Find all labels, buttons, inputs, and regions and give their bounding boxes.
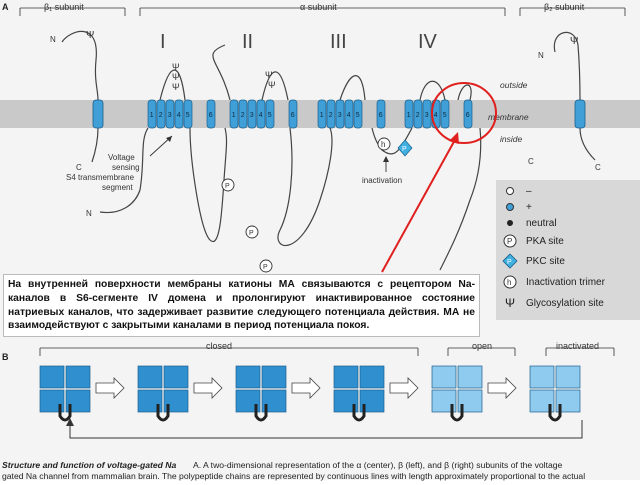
glyco-icon-4: Ψ	[265, 70, 273, 80]
alpha-c-label: C	[528, 157, 534, 166]
h-symbol: h	[381, 140, 386, 149]
red-arrow-line	[382, 138, 456, 272]
beta1-c-label: C	[76, 163, 82, 172]
state-1-gate	[60, 404, 70, 420]
glycosylation-icon: Ψ	[504, 296, 516, 310]
segment-number-d1-s5: 5	[185, 112, 190, 119]
domain-I-label: I	[160, 31, 166, 53]
negative-charge-icon	[502, 185, 518, 197]
segment-number-d1-s4: 4	[176, 112, 181, 119]
segment-number-d3-s1: 1	[319, 112, 324, 119]
segment-number-d4-s1: 1	[406, 112, 411, 119]
segment-number-d4-s2: 2	[415, 112, 420, 119]
pkc-site-icon	[502, 255, 518, 267]
state-1-block-2	[66, 366, 90, 388]
legend-label-inactivation: Inactivation trimer	[526, 276, 605, 288]
caption	[2, 460, 638, 481]
pka-sites	[222, 179, 272, 272]
beta2-title: β₂ subunit	[544, 2, 585, 12]
segment-number-d1-s1: 1	[149, 112, 154, 119]
domain-III-label: III	[330, 31, 347, 53]
inactivation-annotation	[362, 138, 412, 185]
state-2-gate	[158, 404, 168, 420]
alpha-title: α subunit	[300, 2, 337, 12]
legend-item-pka	[502, 235, 564, 247]
svg-text:h: h	[507, 278, 512, 287]
beta2-glyco-icon: Ψ	[570, 36, 579, 47]
positive-charge-icon	[502, 201, 518, 213]
legend-item-positive	[502, 201, 532, 213]
segment-number-d2-s3: 3	[249, 112, 254, 119]
legend-item-neutral	[502, 217, 557, 229]
transition-arrow-2	[194, 378, 222, 398]
segment-number-d2-s6: 6	[290, 112, 295, 119]
pkc-p-symbol: P	[402, 146, 407, 153]
inactivated-label: inactivated	[556, 341, 600, 351]
legend-label-neutral: neutral	[526, 217, 557, 229]
return-arrow	[70, 420, 582, 438]
state-2-block-2	[164, 366, 188, 388]
beta1-n-label: N	[50, 35, 56, 44]
panel-a-label: A	[2, 2, 9, 12]
transition-arrow-5	[488, 378, 516, 398]
outside-label: outside	[500, 80, 528, 90]
segment-number-d1-s6: 6	[208, 112, 213, 119]
legend-item-negative	[502, 185, 532, 197]
segment-number-d4-s5: 5	[442, 112, 447, 119]
segment-number-d2-s1: 1	[231, 112, 236, 119]
segment-number-d3-s2: 2	[328, 112, 333, 119]
legend-label-negative: –	[526, 185, 532, 197]
segment-number-d3-s5: 5	[355, 112, 360, 119]
transition-arrow-1	[96, 378, 124, 398]
channel-states	[40, 366, 580, 420]
legend-label-pka: PKA site	[526, 235, 564, 247]
segment-number-d4-s3: 3	[424, 112, 429, 119]
state-6-block-1	[530, 366, 554, 388]
transition-arrow-3	[292, 378, 320, 398]
segment-number-d4-s4: 4	[433, 112, 438, 119]
state-2-block-1	[138, 366, 162, 388]
glyco-icon-2: Ψ	[172, 72, 180, 82]
legend-label-glyco: Glycosylation site	[526, 297, 604, 309]
state-1-block-1	[40, 366, 64, 388]
svg-text:P: P	[507, 237, 513, 246]
s4-line-1: Voltage	[108, 153, 135, 162]
alpha-n-label: N	[86, 209, 92, 218]
transition-arrow-4	[390, 378, 418, 398]
s4-line-4: segment	[102, 183, 133, 192]
membrane-label: membrane	[488, 112, 529, 122]
domain-II-label: II	[242, 31, 254, 53]
inside-label: inside	[500, 134, 523, 144]
domain-IV-label: IV	[418, 31, 437, 53]
segment-number-d3-s3: 3	[337, 112, 342, 119]
beta2-c-label: C	[595, 163, 601, 172]
legend-label-positive: +	[526, 201, 532, 213]
open-label: open	[472, 341, 493, 351]
s4-line-2: sensing	[112, 163, 140, 172]
pka-p-3: P	[263, 264, 268, 271]
state-5-gate	[452, 404, 462, 420]
beta2-n-label: N	[538, 51, 544, 60]
segment-number-d3-s4: 4	[346, 112, 351, 119]
closed-label: closed	[206, 341, 233, 351]
annotation-note: На внутренней поверхности мембраны катионы МА связываются с рецептором Na-каналов в S6-сегменте IV домена и пролонгируют инактивированное состояние натриевых каналов, что задерживает развитие следующего потенциала действия. МА не взаимодействуют с закрытыми каналами в период потенциала покоя.	[3, 274, 480, 337]
legend-item-pkc	[502, 255, 565, 267]
segment-number-d2-s4: 4	[258, 112, 263, 119]
state-4-gate	[354, 404, 364, 420]
segment-number-d2-s2: 2	[240, 112, 245, 119]
state-3-block-2	[262, 366, 286, 388]
red-arrow-head	[449, 132, 459, 144]
alpha-chain	[100, 45, 481, 270]
state-3-gate	[256, 404, 266, 420]
legend-label-pkc: PKC site	[526, 255, 565, 267]
caption-title: Structure and function of voltage-gated Na	[2, 460, 177, 470]
caption-line2: gated Na channel from mammalian brain. The polypeptide chains are represented by continuous lines with length approximately proportional to the actual	[2, 470, 586, 481]
caption-line1: A. A two-dimensional representation of the α (center), β (left), and β (right) subunits of the voltage	[193, 460, 563, 470]
panel-b-label: B	[2, 352, 9, 362]
segment-number-d1-s2: 2	[158, 112, 163, 119]
pka-site-icon	[502, 235, 518, 247]
state-6-block-2	[556, 366, 580, 388]
pka-p-1: P	[225, 183, 230, 190]
glyco-icon-1: Ψ	[172, 62, 180, 72]
segment-number-d1-s3: 3	[167, 112, 172, 119]
state-4-block-2	[360, 366, 384, 388]
segment-number-d2-s5: 5	[267, 112, 272, 119]
pka-p-2: P	[249, 230, 254, 237]
neutral-icon	[502, 217, 518, 229]
s4-line-3: S4 transmembrane	[66, 173, 135, 182]
state-5-block-2	[458, 366, 482, 388]
inactivation-trimer-icon	[502, 276, 518, 288]
beta1-title: β₁ subunit	[44, 2, 84, 12]
segment-number-d4-s6: 6	[465, 112, 470, 119]
state-3-block-1	[236, 366, 260, 388]
glyco-icon-5: Ψ	[268, 80, 276, 90]
inactivation-label: inactivation	[362, 176, 403, 185]
state-5-block-1	[432, 366, 456, 388]
svg-text:P: P	[507, 259, 512, 266]
state-6-gate	[550, 404, 560, 420]
segment-number-d3-s6: 6	[378, 112, 383, 119]
s4-annotation	[66, 136, 172, 192]
glyco-icon-3: Ψ	[172, 82, 180, 92]
legend	[496, 180, 640, 320]
legend-item-inactivation	[502, 276, 605, 288]
state-4-block-1	[334, 366, 358, 388]
legend-item-glyco	[502, 297, 604, 309]
beta1-glyco-icon: Ψ	[86, 30, 95, 41]
